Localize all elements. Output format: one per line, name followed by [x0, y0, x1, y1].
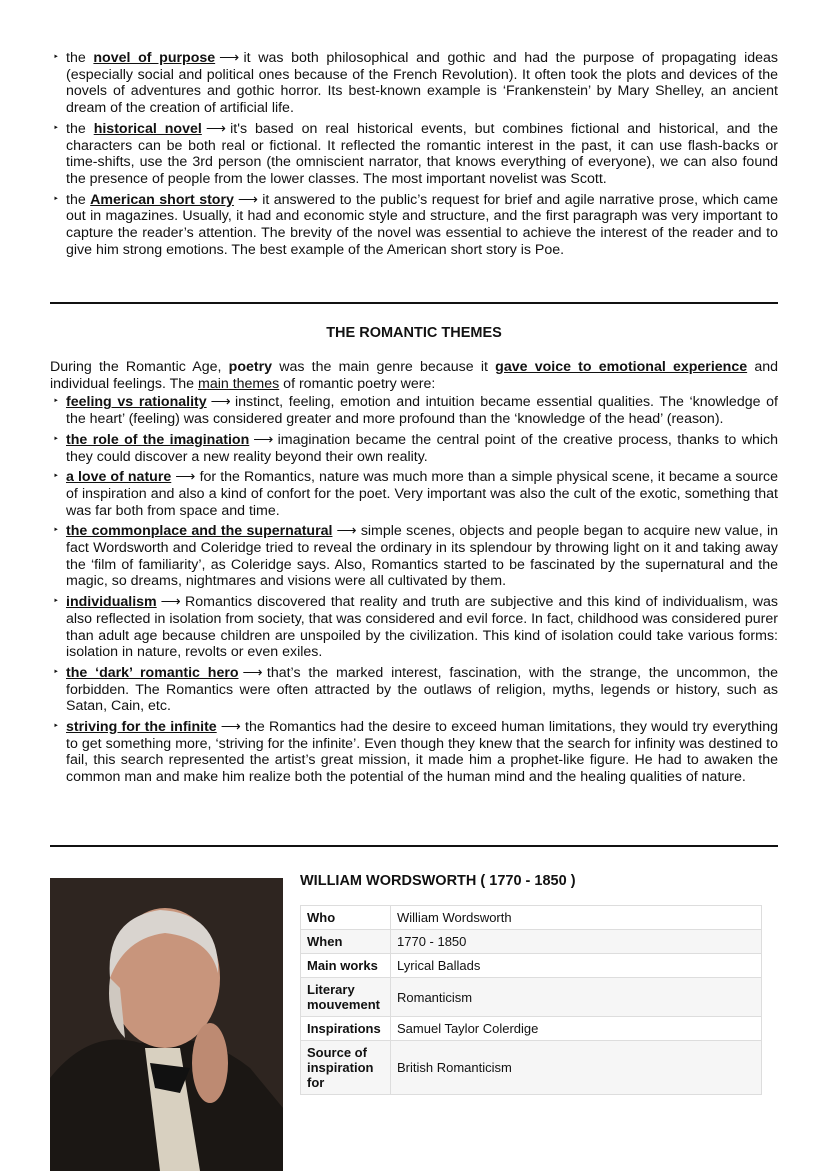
wordsworth-portrait-image	[50, 878, 283, 1171]
table-row	[301, 930, 762, 954]
arrow-right-icon: ⟶	[237, 191, 259, 208]
row-label: Inspirations	[301, 1017, 391, 1041]
row-value: Romanticism	[391, 978, 762, 1017]
list-item	[50, 192, 778, 259]
arrow-right-icon: ⟶	[253, 431, 274, 448]
intro-bold: poetry	[228, 359, 273, 375]
themes-section	[50, 359, 778, 790]
wordsworth-info-table	[300, 905, 762, 1095]
table-row	[301, 906, 762, 930]
divider	[50, 845, 778, 847]
bullet-icon: ‣	[53, 396, 59, 408]
table-row	[301, 1017, 762, 1041]
item-text: for the Romantics, nature was much more than a simple physical scene, it became a source of inspiration and also a kind of confort for the poet. Very important was also the cult of the exotic, something that was far both from space and time.	[66, 469, 778, 519]
list-item	[50, 121, 778, 188]
intro-paragraph	[50, 359, 778, 392]
arrow-right-icon: ⟶	[160, 594, 182, 611]
table-row	[301, 1041, 762, 1095]
item-term: novel of purpose	[93, 50, 216, 66]
intro-bold-underlined: gave voice to emotional experience	[495, 359, 748, 375]
row-label: Source of inspiration for	[301, 1041, 391, 1095]
arrow-right-icon: ⟶	[220, 719, 242, 736]
item-text: it's based on real historical events, but combines fictional and historical, and the characters can be both real or fictional. It reflected the romantic interest in the past, it can use flash-backs or time-shifts, use the 3rd person (the omniscient narrator, that knows everything of everyone), we can also found the presence of people from the lower classes. The most important novelist was Scott.	[66, 120, 778, 187]
novel-types-section	[50, 50, 778, 262]
item-text: imagination became the central point of the creative process, thanks to which they could discover a new reality beyond their own reality.	[66, 431, 779, 465]
bullet-icon: ‣	[53, 193, 59, 205]
bullet-icon: ‣	[53, 666, 59, 678]
list-item	[50, 665, 778, 715]
list-item	[50, 432, 778, 465]
item-text: it answered to the public’s request for brief and agile narrative prose, which came out in magazines. Usually, it had and economic style and structure, and the first paragraph was very important to capture the reader’s attention. The brevity of the novel was essential to achieve the interest of the reader and to give him strong emotions. The best example of the American short story is Poe.	[66, 191, 778, 258]
arrow-right-icon: ⟶	[205, 120, 227, 137]
table-row	[301, 978, 762, 1017]
intro-text: of romantic poetry were:	[279, 375, 436, 392]
item-text: instinct, feeling, emotion and intuition became essential qualities. The ‘knowledge of the heart’ (feeling) was considered greater and more profound than the ‘knowledge of the head’ (reason).	[66, 394, 778, 428]
list-item	[50, 469, 778, 519]
item-text: the Romantics had the desire to exceed human limitations, they would try everything to get something more, ‘striving for the infinite’. Even though they knew that the search for infinity was destined to fail, this search represented the artist’s great mission, it made him a prophet-like figure. He had to awaken the common man and make him realize both the potential of the human mind and the healing qualities of nature.	[66, 719, 778, 786]
item-term: the role of the imagination	[66, 431, 250, 448]
item-prefix: the	[66, 50, 94, 66]
bullet-icon: ‣	[53, 596, 59, 608]
row-label: When	[301, 930, 391, 954]
arrow-right-icon: ⟶	[242, 664, 263, 681]
row-value: Samuel Taylor Colerdige	[391, 1017, 762, 1041]
row-label: Literary mouvement	[301, 978, 391, 1017]
row-value: 1770 - 1850	[391, 930, 762, 954]
bullet-icon: ‣	[53, 433, 59, 445]
item-term: the commonplace and the supernatural	[66, 523, 333, 540]
section-title: THE ROMANTIC THEMES	[326, 325, 502, 341]
item-term: feeling vs rationality	[66, 394, 207, 411]
item-text: simple scenes, objects and people began to acquire new value, in fact Wordsworth and Coleridge tried to reveal the ordinary in its splendour by throwing light on it and taking away the ‘film of familiarity’, as Coleridge says. Also, Romantics started to be fascinated by the supernatural and the magic, so dreams, nightmares and visions were all cultivated by them.	[66, 523, 779, 590]
item-term: a love of nature	[66, 469, 172, 486]
intro-text: During the Romantic Age,	[50, 359, 229, 375]
bullet-icon: ‣	[53, 52, 59, 63]
row-value: British Romanticism	[391, 1041, 762, 1095]
intro-text: and individual feelings. The	[50, 359, 778, 392]
item-text: that’s the marked interest, fascination, with the strange, the uncommon, the forbidden. The Romantics were often attracted by the outlaws of religion, myths, legends or history, such as Satan, Cain, etc.	[66, 664, 779, 715]
item-term: the ‘dark’ romantic hero	[66, 664, 239, 681]
row-label: Main works	[301, 954, 391, 978]
row-value: Lyrical Ballads	[391, 954, 762, 978]
list-item	[50, 594, 778, 661]
item-prefix: the	[66, 191, 91, 208]
arrow-right-icon: ⟶	[219, 50, 240, 66]
intro-text: was the main genre because it	[272, 359, 496, 375]
bullet-icon: ‣	[53, 471, 59, 483]
bullet-icon: ‣	[53, 122, 59, 134]
item-term: individualism	[66, 594, 157, 611]
bullet-icon: ‣	[53, 525, 59, 537]
table-row	[301, 954, 762, 978]
list-item	[50, 394, 778, 427]
row-value: William Wordsworth	[391, 906, 762, 930]
item-term: striving for the infinite	[66, 719, 217, 736]
arrow-right-icon: ⟶	[175, 469, 196, 486]
wordsworth-title: WILLIAM WORDSWORTH ( 1770 - 1850 )	[300, 873, 576, 889]
arrow-right-icon: ⟶	[210, 394, 231, 411]
item-term: historical novel	[93, 120, 202, 137]
item-text: it was both philosophical and gothic and had the purpose of propagating ideas (especially social and political ones because of the French Revolution). It often took the plots and devices of the novels of adventures and gothic horror. Its best-known example is ‘Frankenstein’ by Mary Shelley, an ancient dream of the creation of artificial life.	[66, 50, 778, 117]
list-item	[50, 719, 778, 786]
bullet-icon: ‣	[53, 721, 59, 733]
list-item	[50, 523, 778, 590]
item-text: Romantics discovered that reality and truth are subjective and this kind of individualism, was also reflected in isolation from society, that was considered and evil force. In fact, childhood was considered purer than adult age because children are unspoiled by the civilization. This kind of isolation could take various forms: isolation in nature, revolts or even exiles.	[66, 594, 778, 661]
item-prefix: the	[66, 120, 94, 137]
intro-underlined: main themes	[198, 375, 280, 392]
arrow-right-icon: ⟶	[336, 523, 357, 540]
divider	[50, 302, 778, 304]
row-label: Who	[301, 906, 391, 930]
list-item	[50, 50, 778, 117]
item-term: American short story	[90, 191, 234, 208]
